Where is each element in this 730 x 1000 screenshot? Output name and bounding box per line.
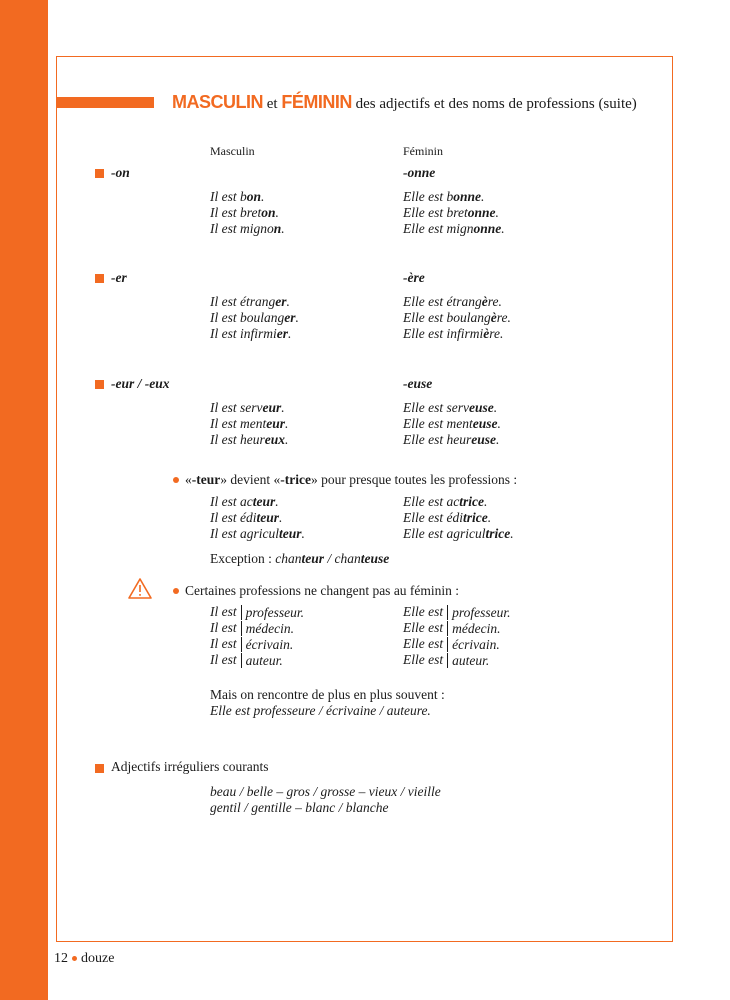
warning-icon <box>127 577 153 600</box>
irregular-line-1: beau / belle – gros / grosse – vieux / vieille <box>210 784 441 799</box>
fem-example-stem: Elle est boulang <box>403 310 491 325</box>
quote-open: « <box>273 472 281 487</box>
fem-example <box>403 400 497 416</box>
masc-example-tail: . <box>288 326 292 341</box>
teur-suffix: -teur <box>191 472 221 487</box>
fem-example-stem: Elle est serv <box>403 400 469 415</box>
masc-example <box>210 310 299 326</box>
masc-example-stem: Il est infirmi <box>210 326 277 341</box>
fem-example-ending: è <box>483 326 490 341</box>
irregular-heading: Adjectifs irréguliers courants <box>111 759 269 774</box>
fem-example-stem: Elle est édi <box>403 510 463 525</box>
fem-suffix: -ère <box>403 270 425 285</box>
irregular-line-2: gentil / gentille – blanc / blanche <box>210 800 389 815</box>
title-rest: des adjectifs et des noms de professions (suite) <box>351 96 637 112</box>
page-title <box>172 92 637 113</box>
fem-example <box>403 294 502 310</box>
fem-example-tail: re. <box>489 326 504 341</box>
masc-example <box>210 494 279 510</box>
masc-example-stem: Il est bret <box>210 205 262 220</box>
masc-example-tail: . <box>281 221 285 236</box>
fem-example-stem: Elle est étrang <box>403 294 482 309</box>
fem-example-tail: . <box>510 526 514 541</box>
fem-example <box>403 494 487 510</box>
title-et: et <box>263 96 282 112</box>
fem-example-stem: Elle est b <box>403 189 454 204</box>
trice-suffix: -trice <box>280 472 311 487</box>
bullet-dot <box>173 588 179 594</box>
masc-example <box>210 189 264 205</box>
masc-example-stem: Il est b <box>210 189 247 204</box>
quote-close: » <box>220 472 227 487</box>
masc-example-tail: . <box>285 432 289 447</box>
subject: Elle est <box>403 604 444 619</box>
teur-rule-rest: pour presque toutes les professions : <box>317 472 518 487</box>
section-marker <box>95 764 104 773</box>
masc-example-tail: . <box>301 526 305 541</box>
fem-example-ending: euse <box>468 400 494 415</box>
fem-example-stem: Elle est bret <box>403 205 468 220</box>
page-footer <box>54 951 114 967</box>
masc-example <box>210 416 288 432</box>
subject: Il est <box>210 604 237 619</box>
fem-example-tail: re. <box>487 294 502 309</box>
fem-example-tail: . <box>483 494 488 509</box>
column-header-feminin: Féminin <box>403 144 444 158</box>
fem-example-tail: . <box>481 189 485 204</box>
masc-example-stem: Il est ac <box>210 494 253 509</box>
masc-suffix: -on <box>111 165 130 180</box>
fem-example-tail: . <box>501 221 505 236</box>
section-marker <box>95 274 104 283</box>
fem-example-ending: trice <box>485 526 511 541</box>
profession-noun: professeur. <box>447 605 510 620</box>
masc-example-stem: Il est ment <box>210 416 267 431</box>
fem-example-stem: Elle est mign <box>403 221 474 236</box>
masc-example <box>210 326 291 342</box>
fem-example-ending: trice <box>462 510 488 525</box>
fem-example-ending: è <box>481 294 488 309</box>
bullet-dot <box>173 477 179 483</box>
profession-noun: écrivain. <box>447 637 500 652</box>
fem-example <box>403 205 499 221</box>
masc-invariable <box>210 652 283 668</box>
masc-example <box>210 205 279 221</box>
fem-example <box>403 221 505 237</box>
profession-noun: écrivain. <box>241 637 294 652</box>
fem-example-tail: re. <box>496 310 511 325</box>
masc-example <box>210 294 290 310</box>
fem-example-ending: è <box>490 310 497 325</box>
masc-example-ending: teur <box>279 526 302 541</box>
fem-invariable <box>403 636 500 652</box>
masc-example-tail: . <box>286 294 290 309</box>
fem-invariable <box>403 604 511 620</box>
fem-invariable <box>403 652 489 668</box>
teur-rule <box>185 472 517 488</box>
profession-noun: professeur. <box>241 605 304 620</box>
orange-sidebar <box>0 0 48 1000</box>
subject: Elle est <box>403 636 444 651</box>
fem-example <box>403 526 514 542</box>
section-marker <box>95 169 104 178</box>
fem-example <box>403 189 484 205</box>
masc-example-stem: Il est migno <box>210 221 274 236</box>
subject: Il est <box>210 620 237 635</box>
fem-example-stem: Elle est ac <box>403 494 460 509</box>
quote-open: « <box>185 472 192 487</box>
masc-example-tail: . <box>261 189 265 204</box>
exception-word1-stem: chan <box>275 551 302 566</box>
exception-word1-suffix: teur <box>301 551 324 566</box>
masc-example-stem: Il est boulang <box>210 310 285 325</box>
masc-example-tail: . <box>275 205 279 220</box>
masc-example-tail: . <box>281 400 285 415</box>
exception-line <box>210 551 389 567</box>
fem-example-stem: Elle est ment <box>403 416 473 431</box>
fem-example-stem: Elle est infirmi <box>403 326 484 341</box>
masc-suffix: -eur / -eux <box>111 376 170 391</box>
fem-example-stem: Elle est agricul <box>403 526 486 541</box>
title-feminin: FÉMININ <box>281 92 352 112</box>
masc-invariable <box>210 604 304 620</box>
profession-noun: médecin. <box>447 621 500 636</box>
masc-example <box>210 432 288 448</box>
masc-example <box>210 221 285 237</box>
subject: Il est <box>210 652 237 667</box>
exception-label: Exception : <box>210 551 276 566</box>
profession-noun: auteur. <box>241 653 283 668</box>
masc-example-stem: Il est étrang <box>210 294 276 309</box>
fem-example-tail: . <box>493 400 498 415</box>
column-header-masculin: Masculin <box>210 144 255 158</box>
masc-invariable <box>210 620 294 636</box>
masc-example-ending: on <box>246 189 262 204</box>
masc-suffix: -er <box>111 270 127 285</box>
exception-separator: / <box>324 551 335 566</box>
subject: Elle est <box>403 652 444 667</box>
masc-example-stem: Il est serv <box>210 400 263 415</box>
masc-example-ending: er <box>284 310 296 325</box>
exception-word2-suffix: teuse <box>360 551 390 566</box>
fem-example-ending: euse <box>472 416 498 431</box>
quote-close: » <box>310 472 318 487</box>
fem-example-ending: onne <box>453 189 482 204</box>
masc-example-stem: Il est agricul <box>210 526 279 541</box>
masc-example-ending: eux <box>264 432 285 447</box>
mais-example: Elle est professeure / écrivaine / auteure. <box>210 703 431 718</box>
masc-example-tail: . <box>279 510 283 525</box>
subject: Elle est <box>403 620 444 635</box>
masc-example-ending: er <box>275 294 287 309</box>
fem-example <box>403 310 511 326</box>
masc-example-ending: eur <box>266 416 286 431</box>
fem-example-tail: . <box>497 416 501 431</box>
title-accent-bar <box>56 97 154 108</box>
page-number: 12 <box>54 951 68 966</box>
masc-example-tail: . <box>295 310 299 325</box>
profession-noun: médecin. <box>241 621 294 636</box>
masc-example-ending: teur <box>256 510 280 525</box>
masc-example-ending: on <box>261 205 276 220</box>
masc-example <box>210 526 305 542</box>
masc-example-tail: . <box>275 494 279 509</box>
fem-example-ending: onne <box>473 221 502 236</box>
masc-example-ending: teur <box>252 494 276 509</box>
fem-example <box>403 416 501 432</box>
fem-example-tail: . <box>495 432 500 447</box>
fem-suffix: -euse <box>403 376 433 391</box>
invariable-rule: Certaines professions ne changent pas au féminin : <box>185 583 460 598</box>
masc-example <box>210 400 285 416</box>
mais-line: Mais on rencontre de plus en plus souvent : <box>210 687 445 702</box>
fem-example-stem: Elle est heur <box>403 432 472 447</box>
footer-dot <box>72 956 77 961</box>
fem-invariable <box>403 620 500 636</box>
teur-rule-mid: devient <box>226 472 274 487</box>
fem-example-ending: euse <box>471 432 496 447</box>
masc-example <box>210 510 282 526</box>
section-marker <box>95 380 104 389</box>
fem-example-ending: trice <box>459 494 484 509</box>
fem-example-tail: . <box>495 205 499 220</box>
fem-example <box>403 432 499 448</box>
masc-example-stem: Il est heur <box>210 432 265 447</box>
masc-example-stem: Il est édi <box>210 510 257 525</box>
masc-invariable <box>210 636 293 652</box>
exception-word2-stem: chan <box>334 551 361 566</box>
fem-example <box>403 326 503 342</box>
fem-suffix: -onne <box>403 165 436 180</box>
subject: Il est <box>210 636 237 651</box>
masc-example-tail: . <box>285 416 289 431</box>
profession-noun: auteur. <box>447 653 489 668</box>
masc-example-ending: er <box>276 326 288 341</box>
fem-example-tail: . <box>487 510 492 525</box>
title-masculin: MASCULIN <box>172 92 263 112</box>
masc-example-ending: eur <box>262 400 282 415</box>
fem-example <box>403 510 491 526</box>
page-word: douze <box>81 951 115 966</box>
fem-example-ending: onne <box>467 205 496 220</box>
masc-example-ending: n <box>273 221 282 236</box>
